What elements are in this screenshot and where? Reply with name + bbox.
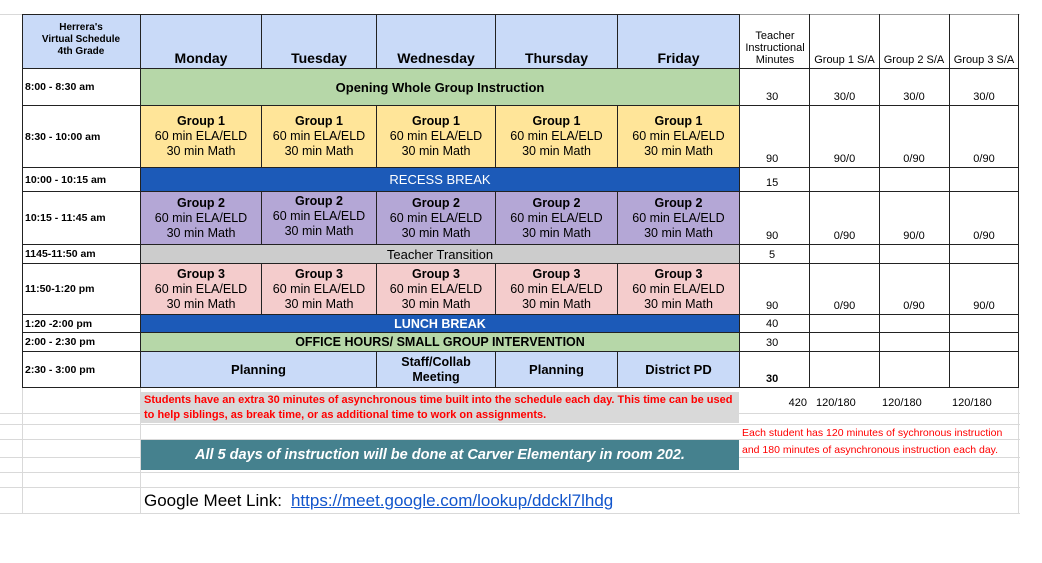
group-label: Group 1 [295,114,343,128]
math-minutes: 30 min Math [522,144,591,158]
header-group3-sa: Group 3 S/A [953,54,1015,66]
lunch-break-block: LUNCH BREAK [141,315,739,332]
total-group1: 120/180 [816,397,856,409]
ela-minutes: 60 min ELA/ELD [632,281,725,296]
group1-cell-thursday [496,106,617,167]
total-group3: 120/180 [952,397,992,409]
group-label: Group 2 [654,195,703,210]
ela-minutes: 60 min ELA/ELD [389,281,483,296]
group-label: Group 3 [295,266,343,281]
teacher-minutes-value: 5 [769,249,776,261]
group3-sa-value: 0/90 [973,230,995,242]
time-slot: 10:00 - 10:15 am [25,173,107,186]
teacher-minutes-value: 90 [766,230,779,242]
ela-minutes: 60 min ELA/ELD [632,129,725,143]
group2-cell-friday [618,192,739,244]
math-minutes: 30 min Math [401,296,471,311]
group-label: Group 1 [177,114,225,128]
group-label: Group 3 [532,266,581,281]
math-minutes: 30 min Math [166,144,236,158]
group-label: Group 2 [177,195,225,210]
math-minutes: 30 min Math [401,225,471,240]
planning-cell-mon-tue: Planning [141,352,376,387]
header-tuesday: Tuesday [262,15,376,68]
ela-minutes: 60 min ELA/ELD [154,129,248,143]
group-label: Group 3 [654,266,703,281]
group3-cell-tuesday [262,264,376,314]
time-slot: 8:30 - 10:00 am [25,130,101,143]
group3-sa-value: 30/0 [973,91,995,103]
recess-break-block: RECESS BREAK [141,168,739,191]
math-minutes: 30 min Math [284,224,354,238]
group-label: Group 2 [532,195,581,210]
teacher-minutes-value: 30 [766,91,779,103]
header-group2-sa: Group 2 S/A [883,54,945,66]
group-label: Group 1 [654,114,703,128]
teacher-transition-block: Teacher Transition [141,245,739,263]
ela-minutes: 60 min ELA/ELD [389,129,483,143]
math-minutes: 30 min Math [522,225,591,240]
group2-cell-monday [141,192,261,244]
group1-cell-tuesday [262,106,376,167]
header-thursday: Thursday [496,15,617,68]
header-monday: Monday [141,15,261,68]
ela-minutes: 60 min ELA/ELD [510,129,603,143]
opening-instruction-block: Opening Whole Group Instruction [141,69,739,105]
ela-minutes: 60 min ELA/ELD [510,281,603,296]
total-teacher-minutes: 420 [788,397,807,409]
time-slot: 11:50-1:20 pm [25,283,95,295]
async-time-note: Students have an extra 30 minutes of asynchronous time built into the schedule each day. This time can be used to help siblings, as break time, or as additional time to work on assignments. [141,392,739,423]
group-label: Group 1 [412,114,460,128]
group-label: Group 3 [177,266,225,281]
group2-sa-value: 30/0 [903,91,925,103]
group3-cell-thursday [496,264,617,314]
time-slot: 1:20 -2:00 pm [25,317,93,330]
teacher-minutes-value: 90 [766,300,779,312]
time-slot: 2:00 - 2:30 pm [25,336,96,348]
group2-cell-wednesday [377,192,495,244]
math-minutes: 30 min Math [644,144,713,158]
ela-minutes: 60 min ELA/ELD [272,281,366,296]
group3-sa-value: 0/90 [973,153,995,165]
time-slot: 2:30 - 3:00 pm [25,363,96,376]
group-label: Group 3 [412,266,460,281]
teacher-minutes-value: 15 [766,177,779,189]
ela-minutes: 60 min ELA/ELD [389,210,483,225]
ela-minutes: 60 min ELA/ELD [272,209,366,223]
group2-sa-value: 0/90 [903,153,925,165]
sync-note-line1: Each student has 120 minutes of sychronous instruction [742,426,1003,439]
group1-sa-value: 0/90 [833,300,856,312]
total-group2: 120/180 [882,397,922,409]
math-minutes: 30 min Math [166,225,236,240]
google-meet-row [141,488,741,513]
ela-minutes: 60 min ELA/ELD [154,281,248,296]
planning-cell-thursday: Planning [496,352,617,387]
math-minutes: 30 min Math [284,144,354,158]
group1-sa-value: 90/0 [833,153,856,165]
group3-cell-wednesday [377,264,495,314]
group1-cell-friday [618,106,739,167]
ela-minutes: 60 min ELA/ELD [154,210,248,225]
google-meet-link[interactable]: https://meet.google.com/lookup/ddckl7lhdg [290,490,614,510]
location-banner: All 5 days of instruction will be done at Carver Elementary in room 202. [141,440,739,470]
group1-cell-monday [141,106,261,167]
time-slot: 10:15 - 11:45 am [25,212,106,224]
sync-note-line2: and 180 minutes of asynchronous instruction each day. [742,443,999,456]
schedule-title: Herrera's Virtual Schedule 4th Grade [22,15,140,68]
group2-cell-tuesday [262,192,376,244]
teacher-minutes-value: 40 [766,318,779,330]
group-label: Group 2 [295,194,343,208]
group1-sa-value: 30/0 [833,91,856,103]
time-slot: 1145-11:50 am [25,248,96,260]
group1-sa-value: 0/90 [833,230,856,242]
google-meet-label: Google Meet Link: [144,490,282,510]
group-label: Group 1 [532,114,581,128]
district-pd-cell: District PD [618,352,739,387]
header-friday: Friday [618,15,739,68]
header-group1-sa: Group 1 S/A [814,54,875,66]
ela-minutes: 60 min ELA/ELD [632,210,725,225]
teacher-minutes-value: 30 [766,337,779,349]
math-minutes: 30 min Math [644,225,713,240]
group1-cell-wednesday [377,106,495,167]
math-minutes: 30 min Math [522,296,591,311]
group3-sa-value: 90/0 [973,300,995,312]
math-minutes: 30 min Math [644,296,713,311]
math-minutes: 30 min Math [166,296,236,311]
ela-minutes: 60 min ELA/ELD [510,210,603,225]
group2-sa-value: 90/0 [903,230,925,242]
group-label: Group 2 [412,195,460,210]
staff-collab-meeting-cell: Staff/Collab Meeting [377,352,495,387]
header-wednesday: Wednesday [377,15,495,68]
group2-sa-value: 0/90 [903,300,925,312]
ela-minutes: 60 min ELA/ELD [272,129,366,143]
group2-cell-thursday [496,192,617,244]
header-teacher-minutes: Teacher Instructional Minutes [745,30,805,66]
group3-cell-monday [141,264,261,314]
time-slot: 8:00 - 8:30 am [25,81,95,93]
teacher-minutes-value: 90 [766,153,779,165]
office-hours-block: OFFICE HOURS/ SMALL GROUP INTERVENTION [141,333,739,351]
math-minutes: 30 min Math [284,296,354,311]
group3-cell-friday [618,264,739,314]
teacher-minutes-value: 30 [766,373,779,385]
math-minutes: 30 min Math [401,144,471,158]
